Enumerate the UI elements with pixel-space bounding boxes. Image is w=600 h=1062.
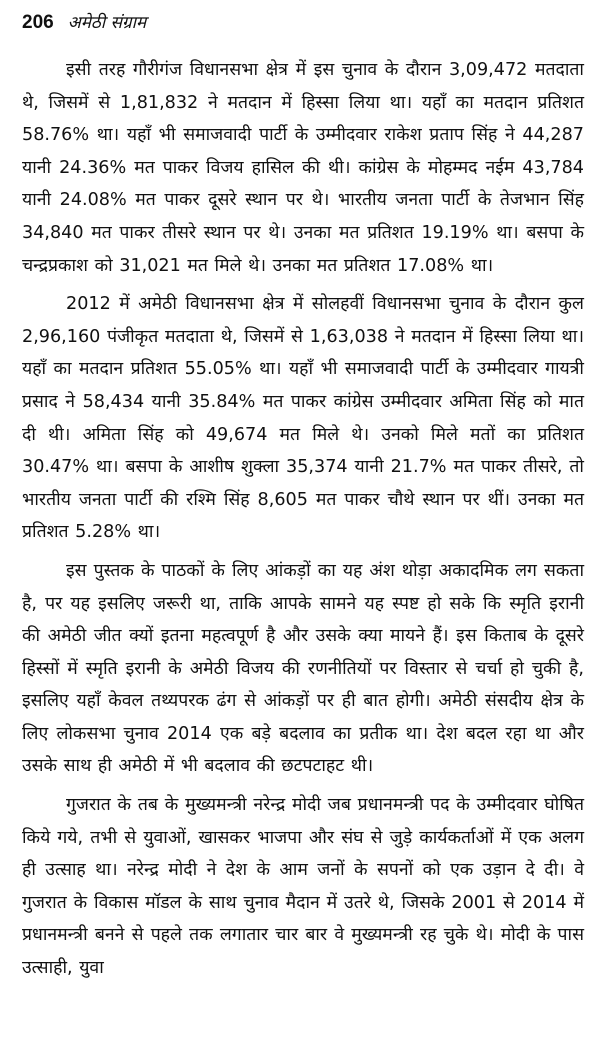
paragraph-modi-candidacy: गुजरात के तब के मुख्यमन्त्री नरेन्द्र मोदी जब प्रधानमन्त्री पद के उम्मीदवार घोषित किये गये, तभी से युवाओं, खासकर भाजपा और संघ से जुड़े कार्यकर्ताओं में एक अलग ही उत्साह था। नरेन्द्र मोदी ने देश के आम जनों के सपनों को एक उड़ान दे दी। वे गुजरात के विकास मॉडल के साथ चुनाव मैदान में उतरे थे, जिसके 2001 से 2014 में प्रधानमन्त्री बनने से पहले तक लगातार चार बार वे मुख्यमन्त्री रह चुके थे। मोदी के पास उत्साही, युवा: [22, 795, 584, 979]
paragraph-gauriganj: इसी तरह गौरीगंज विधानसभा क्षेत्र में इस चुनाव के दौरान 3,09,472 मतदाता थे, जिसमें से 1,81,832 ने मतदान में हिस्सा लिया था। यहाँ का मतदान प्रतिशत 58.76% था। यहाँ भी समाजवादी पार्टी के उम्मीदवार राकेश प्रताप सिंह ने 44,287 यानी 24.36% मत पाकर विजय हासिल की थी। कांग्रेस के मोहम्मद नईम 43,784 यानी 24.08% मत पाकर दूसरे स्थान पर थे। भारतीय जनता पार्टी के तेजभान सिंह 34,840 मत पाकर तीसरे स्थान पर थे। उनका मत प्रतिशत 19.19% था। बसपा के चन्द्रप्रकाश को 31,021 मत मिले थे। उनका मत प्रतिशत 17.08% था।: [22, 60, 584, 276]
page-number: 206: [22, 12, 54, 33]
paragraph-amethi-2012: 2012 में अमेठी विधानसभा क्षेत्र में सोलहवीं विधानसभा चुनाव के दौरान कुल 2,96,160 पंजीकृत मतदाता थे, जिसमें से 1,63,038 ने मतदान में हिस्सा लिया था। यहाँ का मतदान प्रतिशत 55.05% था। यहाँ भी समाजवादी पार्टी के उम्मीदवार गायत्री प्रसाद ने 58,434 यानी 35.84% मत पाकर कांग्रेस उम्मीदवार अमिता सिंह को मात दी थी। अमिता सिंह को 49,674 मत मिले थे। उनको मिले मतों का प्रतिशत 30.47% था। बसपा के आशीष शुक्ला 35,374 यानी 21.7% मत पाकर तीसरे, तो भारतीय जनता पार्टी की रश्मि सिंह 8,605 मत पाकर चौथे स्थान पर थीं। उनका मत प्रतिशत 5.28% था।: [22, 294, 584, 543]
running-head: [22, 10, 584, 40]
paragraph-book-context: इस पुस्तक के पाठकों के लिए आंकड़ों का यह अंश थोड़ा अकादमिक लग सकता है, पर यह इसलिए जरूरी था, ताकि आपके सामने यह स्पष्ट हो सके कि स्मृति इरानी की अमेठी जीत क्यों इतना महत्वपूर्ण है और उसके क्या मायने हैं। इस किताब के दूसरे हिस्सों में स्मृति इरानी के अमेठी विजय की रणनीतियों पर विस्तार से चर्चा हो चुकी है, इसलिए यहाँ केवल तथ्यपरक ढंग से आंकड़ों पर ही बात होगी। अमेठी संसदीय क्षेत्र के लिए लोकसभा चुनाव 2014 एक बड़े बदलाव का प्रतीक था। देश बदल रहा था और उसके साथ ही अमेठी में भी बदलाव की छटपटाहट थी।: [22, 560, 584, 777]
body-text: [22, 54, 584, 985]
book-title: अमेठी संग्राम: [67, 13, 147, 33]
